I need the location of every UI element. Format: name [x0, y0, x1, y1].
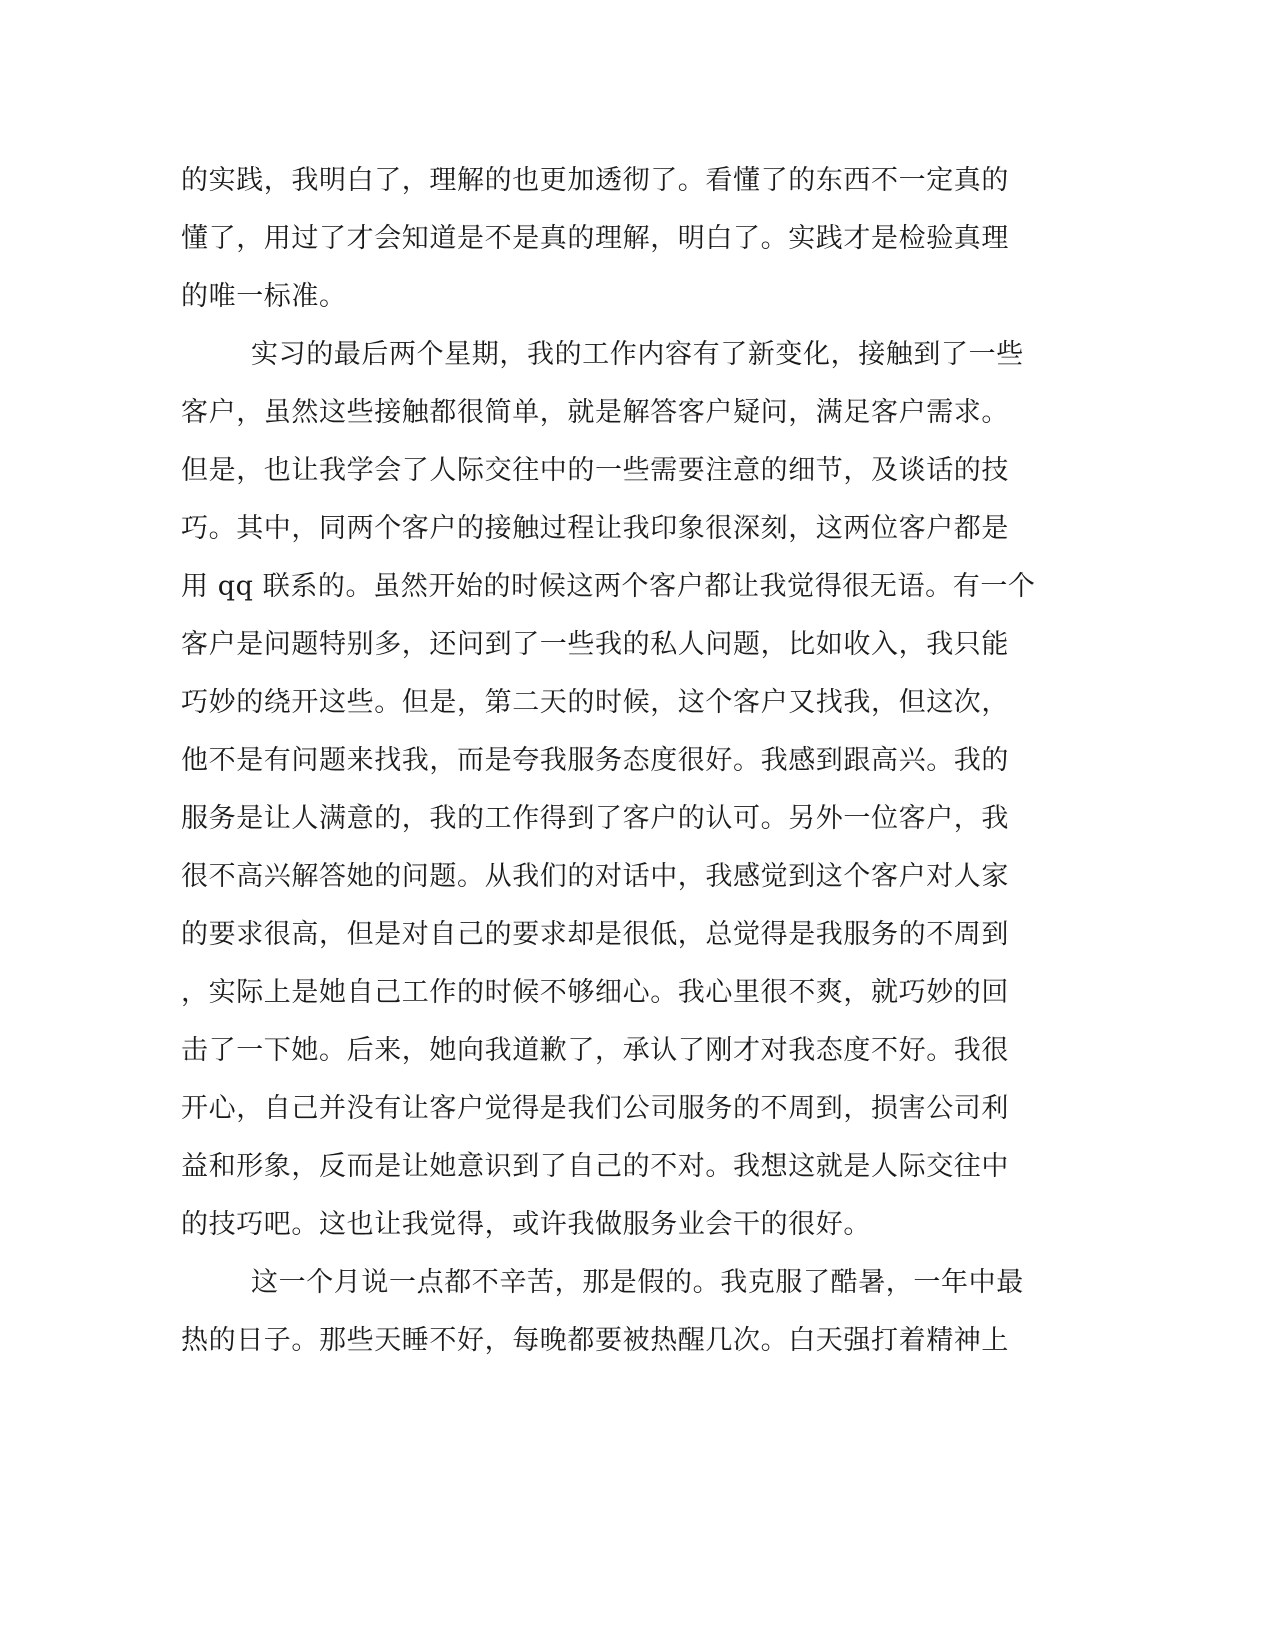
paragraph-start-line: 实习的最后两个星期，我的工作内容有了新变化，接触到了一些	[251, 339, 1024, 370]
text-line: 他不是有问题来找我，而是夸我服务态度很好。我感到跟高兴。我的	[181, 745, 1009, 776]
paragraph-start-line: 这一个月说一点都不辛苦，那是假的。我克服了酷暑，一年中最	[251, 1267, 1024, 1298]
text-line: 开心，自己并没有让客户觉得是我们公司服务的不周到，损害公司利	[181, 1093, 1009, 1124]
text-line: 但是，也让我学会了人际交往中的一些需要注意的细节，及谈话的技	[181, 455, 1009, 486]
text-line: 益和形象，反而是让她意识到了自己的不对。我想这就是人际交往中	[181, 1151, 1009, 1182]
text-line: 用 qq 联系的。虽然开始的时候这两个客户都让我觉得很无语。有一个	[181, 571, 1036, 602]
text-line: ，实际上是她自己工作的时候不够细心。我心里很不爽，就巧妙的回	[181, 977, 1009, 1008]
text-line: 很不高兴解答她的问题。从我们的对话中，我感觉到这个客户对人家	[181, 861, 1009, 892]
text-line: 巧妙的绕开这些。但是，第二天的时候，这个客户又找我，但这次，	[181, 687, 1009, 718]
text-line: 巧。其中，同两个客户的接触过程让我印象很深刻，这两位客户都是	[181, 513, 1009, 544]
text-line: 懂了，用过了才会知道是不是真的理解，明白了。实践才是检验真理	[181, 223, 1009, 254]
text-line: 客户是问题特别多，还问到了一些我的私人问题，比如收入，我只能	[181, 629, 1009, 660]
text-line: 客户，虽然这些接触都很简单，就是解答客户疑问，满足客户需求。	[181, 397, 1009, 428]
text-line: 热的日子。那些天睡不好，每晚都要被热醒几次。白天强打着精神上	[181, 1325, 1009, 1356]
body-text	[181, 152, 1041, 1370]
text-line: 的要求很高，但是对自己的要求却是很低，总觉得是我服务的不周到	[181, 919, 1009, 950]
text-line: 的唯一标准。	[181, 281, 347, 312]
text-line: 击了一下她。后来，她向我道歉了，承认了刚才对我态度不好。我很	[181, 1035, 1009, 1066]
text-line: 服务是让人满意的，我的工作得到了客户的认可。另外一位客户，我	[181, 803, 1009, 834]
text-line: 的技巧吧。这也让我觉得，或许我做服务业会干的很好。	[181, 1209, 871, 1240]
text-line: 的实践，我明白了，理解的也更加透彻了。看懂了的东西不一定真的	[181, 165, 1009, 196]
